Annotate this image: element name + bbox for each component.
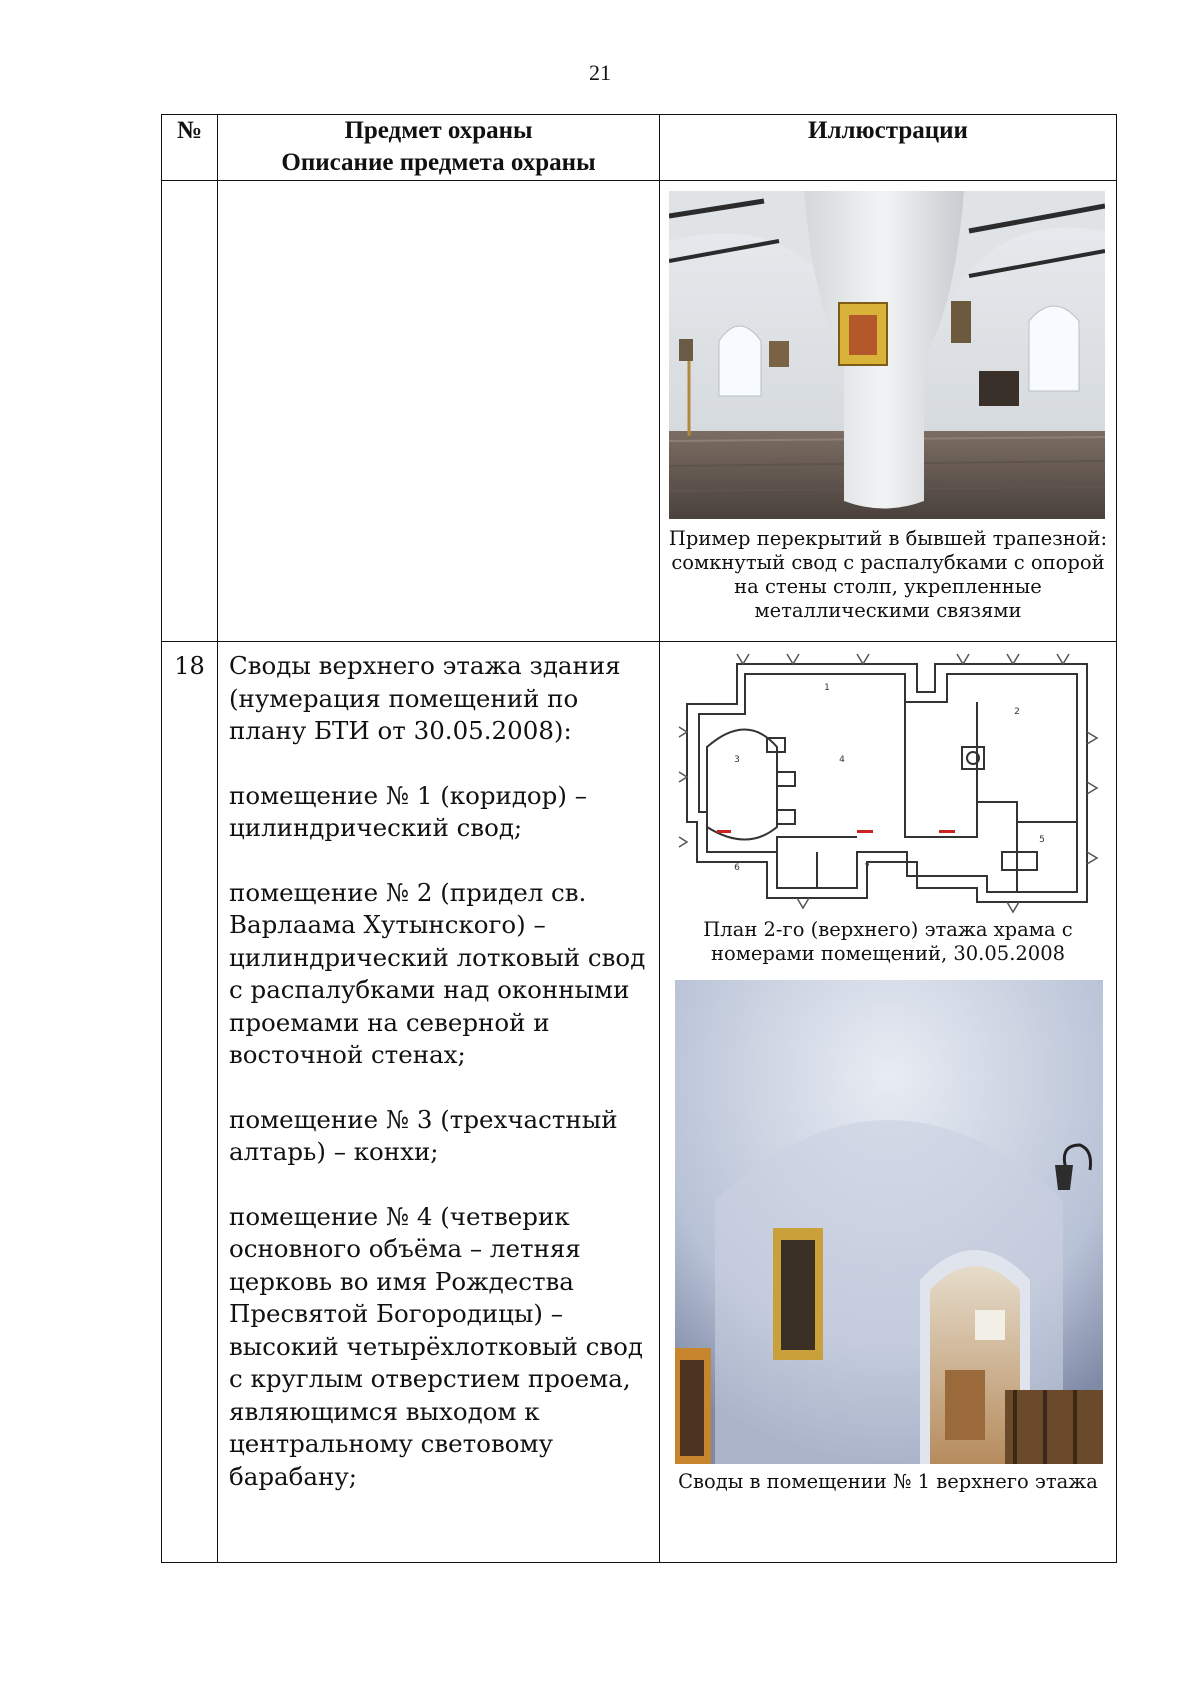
protection-subject-table <box>161 114 1117 1563</box>
description-room-2: помещение № 2 (придел св. Варлаама Хутынского) – цилиндрический лотковый свод с распалубками над оконными проемами на северной и восточной стенах; <box>229 877 646 1069</box>
floor-plan-caption: План 2-го (верхнего) этажа храма с номерами помещений, 30.05.2008 <box>703 918 1073 965</box>
header-subject <box>218 115 660 181</box>
plan-label-room-3: 3 <box>734 755 740 765</box>
description-room-1: помещение № 1 (коридор) – цилиндрический свод; <box>229 780 587 842</box>
description-intro: Своды верхнего этажа здания (нумерация помещений по плану БТИ от 30.05.2008): <box>229 651 621 745</box>
desc-cell-empty <box>218 181 660 642</box>
illustration-cell-refectory <box>660 181 1117 642</box>
corridor-vault-photo <box>675 980 1103 1464</box>
plan-label-room-4: 4 <box>839 755 845 765</box>
description-room-4: помещение № 4 (четверик основного объёма – летняя церковь во имя Рождества Пресвятой Богородицы) – высокий четырёхлотковый свод с круглым отверстием проема, являющимся выходом к центральному световому барабану; <box>229 1201 643 1491</box>
plan-label-room-5: 5 <box>1039 835 1045 845</box>
refectory-caption: Пример перекрытий в бывшей трапезной: сомкнутый свод с распалубками с опорой на стены столп, укрепленные металлическими связями <box>668 527 1108 622</box>
page-number: 21 <box>589 60 611 85</box>
row-number: 18 <box>162 642 218 1563</box>
header-subject-line1: Предмет охраны <box>344 117 533 144</box>
table-row-18 <box>162 642 1117 1563</box>
table-header-row <box>162 115 1117 181</box>
illustration-cell-row-18 <box>660 642 1117 1563</box>
refectory-photo <box>669 191 1105 519</box>
plan-label-room-2: 2 <box>1014 707 1020 717</box>
header-number: № <box>162 115 218 181</box>
num-cell-empty <box>162 181 218 642</box>
table-row-continuation <box>162 181 1117 642</box>
description-room-3: помещение № 3 (трехчастный алтарь) – конхи; <box>229 1104 618 1166</box>
plan-label-room-6: 6 <box>734 863 740 873</box>
corridor-vault-caption: Своды в помещении № 1 верхнего этажа <box>678 1470 1098 1493</box>
header-illustrations: Иллюстрации <box>660 115 1117 181</box>
plan-label-room-7: 7 <box>864 863 870 873</box>
header-subject-line2: Описание предмета охраны <box>281 149 596 176</box>
plan-label-room-1: 1 <box>824 683 830 693</box>
floor-plan <box>677 652 1101 914</box>
row-18-description <box>218 642 660 1563</box>
